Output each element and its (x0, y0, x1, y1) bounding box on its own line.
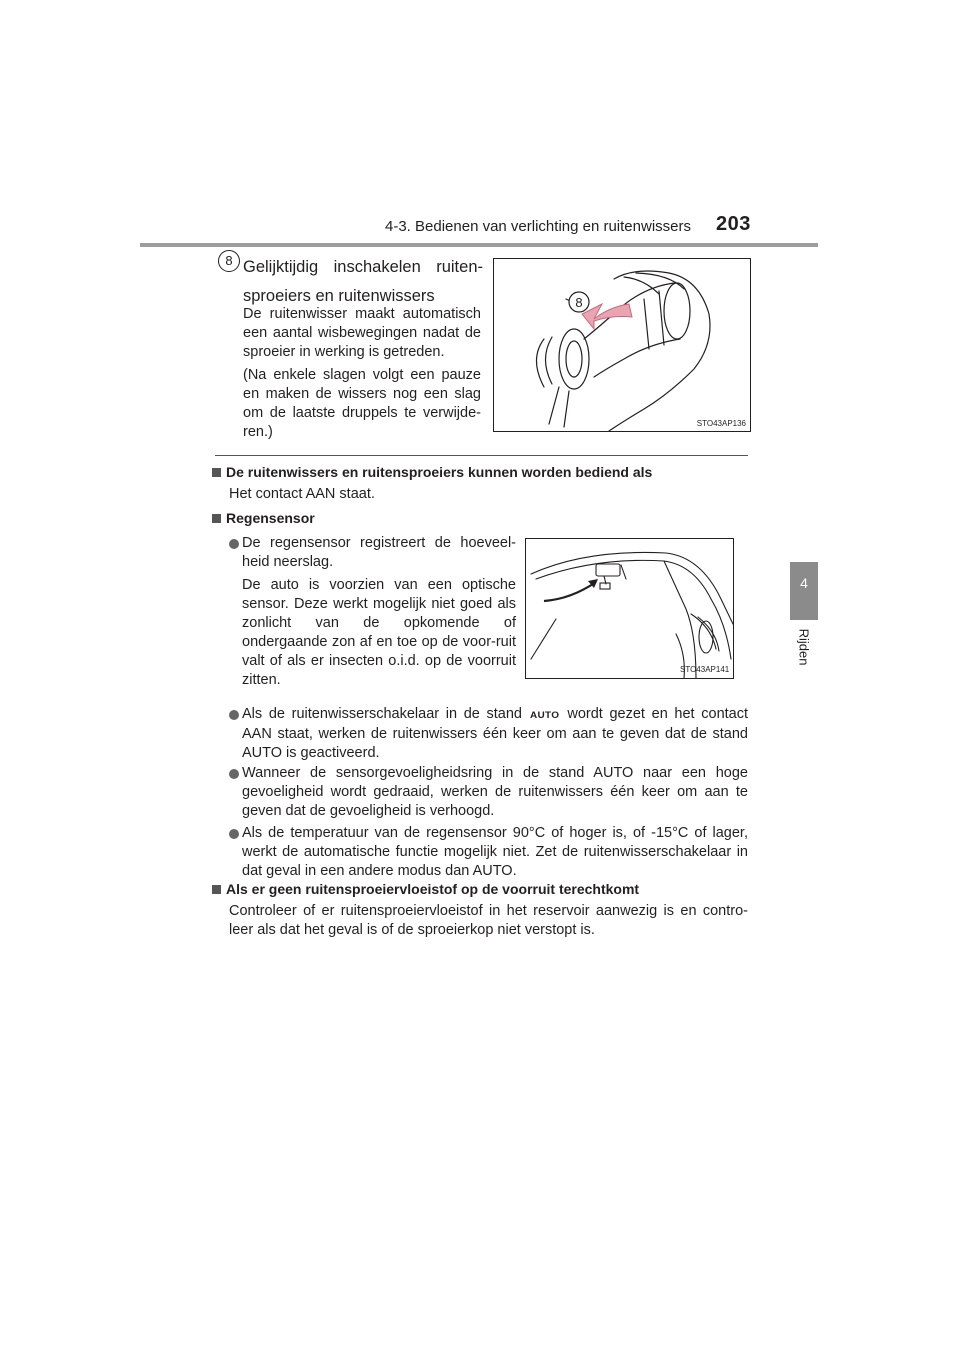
section-heading-rain-sensor (212, 510, 315, 526)
step-heading: Gelijktijdig inschakelen ruiten-sproeiers en ruitenwissers (243, 258, 483, 305)
chapter-tab-label (790, 622, 818, 672)
rain-sensor-illustration (526, 539, 733, 678)
section-heading-rain-sensor-text: Regensensor (226, 510, 315, 526)
page-number: 203 (716, 213, 751, 235)
bullet-icon (229, 829, 239, 839)
header-section-title: 4-3. Bedienen van verlichting en ruitenwissers (385, 218, 691, 235)
rain-sensor-bullet-2-pre: Als de ruitenwisserschakelaar in de stand (242, 706, 522, 722)
rain-sensor-bullet-2-post: wordt gezet en het contact AAN staat, werken de ruitenwissers één keer om aan te geven dat de stand AUTO is geactiveerd. (242, 706, 749, 761)
rain-sensor-bullet-1: De regensensor registreert de hoeveel-heid neerslag. (242, 535, 516, 570)
chapter-tab-number: 4 (800, 575, 808, 591)
section-square-icon (212, 468, 221, 477)
auto-mode-icon: AUTO (530, 710, 560, 721)
wiper-lever-illustration (494, 259, 750, 431)
section-heading-operable (212, 464, 652, 480)
section-heading-no-fluid (212, 881, 639, 897)
rain-sensor-bullet-1-detail: De auto is voorzien van een optische sensor. Deze werkt mogelijk niet goed als zonlicht van de opkomende of ondergaande zon af en toe op de voor-ruit valt of als er insecten o.i.d. op de voorruit zitten. (242, 577, 516, 688)
bullet-icon (229, 539, 239, 549)
wiper-lever-figure (493, 258, 751, 432)
section-divider (215, 455, 748, 456)
section-square-icon (212, 514, 221, 523)
section-no-fluid-body: Controleer of er ruitensproeiervloeistof in het reservoir aanwezig is en contro-leer als dat het geval is of de sproeierkop niet verstopt is. (229, 903, 748, 938)
figure-callout-8: 8 (575, 295, 583, 310)
section-heading-operable-text: De ruitenwissers en ruitensproeiers kunnen worden bediend als (226, 464, 653, 480)
figure-code: STO43AP136 (696, 419, 746, 428)
step-paragraph-2: (Na enkele slagen volgt een pauze en maken de wissers nog een slag om de laatste druppels te verwijde-ren.) (243, 367, 481, 440)
bullet-icon (229, 769, 239, 779)
push-arrow (582, 304, 632, 329)
rain-sensor-bullet-3: Wanneer de sensorgevoeligheidsring in de stand AUTO naar een hoge gevoeligheid wordt gedraaid, werken de ruitenwissers één keer om aan te geven dat de gevoeligheid is verhoogd. (242, 765, 748, 819)
chapter-tab-label-text: Rijden (796, 628, 812, 666)
rain-sensor-bullet-2 (242, 705, 748, 763)
section-heading-no-fluid-text: Als er geen ruitensproeiervloeistof op de voorruit terechtkomt (226, 881, 640, 897)
bullet-icon (229, 710, 239, 720)
header-rule (140, 243, 818, 247)
rain-sensor-bullet-4: Als de temperatuur van de regensensor 90°C of hoger is, of -15°C of lager, werkt de automatische functie mogelijk niet. Zet de ruitenwisserschakelaar in dat geval in een andere modus dan AUTO. (242, 825, 748, 879)
step-paragraph-1: De ruitenwisser maakt automatisch een aantal wisbewegingen nadat de sproeier in werking is getreden. (243, 306, 481, 360)
chapter-tab (790, 562, 818, 620)
figure-code: STO43AP141 (680, 665, 730, 674)
step-number-badge: 8 (218, 250, 240, 272)
rain-sensor-figure (525, 538, 734, 679)
section-square-icon (212, 885, 221, 894)
section-operable-body: Het contact AAN staat. (229, 486, 375, 502)
